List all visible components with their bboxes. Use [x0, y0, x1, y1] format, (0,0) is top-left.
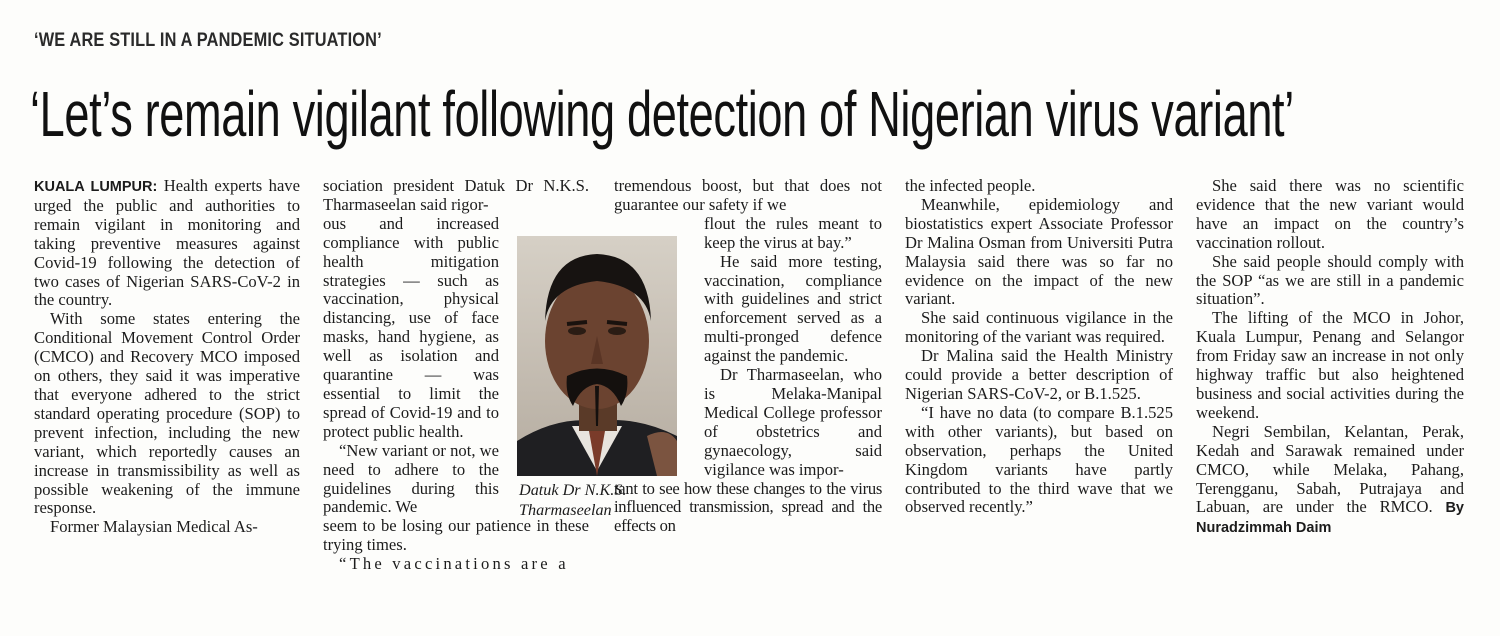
caption-line: Datuk Dr N.K.S. — [519, 481, 627, 499]
paragraph: “I have no data (to compare B.1.525 with other variants), but based on observation, perhaps the United Kingdom variants have partly contributed to the third wave that we observed recently.” — [905, 402, 1173, 517]
paragraph: The lifting of the MCO in Johor, Kuala Lumpur, Penang and Selangor from Friday saw an increase in not only highway traffic but also heightened business and social activities during the weekend. — [1196, 308, 1464, 422]
byline: By Nuradzimmah Daim — [1196, 500, 1464, 537]
paragraph: “The vaccinations are a — [339, 554, 569, 574]
paragraph: She said people should comply with the SOP “as we are still in a pandemic situation”. — [1196, 251, 1464, 309]
article-column-1 — [34, 177, 300, 537]
paragraph: Former Malaysian Medical As- — [50, 517, 258, 537]
article-column-3 — [614, 177, 882, 536]
paragraph: tant to see how these changes to the virus influenced transmission, spread and the effects on — [614, 478, 882, 536]
paragraph: Dr Tharmaseelan, who is Melaka-Manipal Medical College professor of obstetrics and gynaecology, said vigilance was impor- — [704, 365, 882, 479]
article-column-4 — [905, 177, 1173, 517]
paragraph: tremendous boost, but that does not guarantee our safety if we — [614, 176, 882, 214]
paragraph: He said more testing, vaccination, compliance with guidelines and strict enforcement served as a multi-pronged defence against the pandemic. — [704, 251, 882, 366]
paragraph: flout the rules meant to keep the virus at bay.” — [704, 213, 882, 252]
paragraph: Health experts have urged the public and authorities to remain vigilant in monitoring and taking preventive measures against Covid-19 following the detection of two cases of Nigerian SARS-CoV-2 in the country. — [34, 176, 300, 310]
dateline: KUALA LUMPUR: — [34, 179, 158, 195]
kicker: ‘WE ARE STILL IN A PANDEMIC SITUATION’ — [34, 30, 382, 51]
paragraph: She said continuous vigilance in the monitoring of the variant was required. — [905, 308, 1173, 347]
paragraph: With some states entering the Conditional Movement Control Order (CMCO) and Recovery MCO imposed on others, they said it was imperative that everyone adhered to the strict standard operating procedure (SOP) to prevent infection, including the new variant, which reportedly causes an increase in transmissibility as well as possible weakening of the immune response. — [34, 309, 300, 518]
paragraph: Meanwhile, epidemiology and biostatistics expert Associate Professor Dr Malina Osman from Universiti Putra Malaysia said there was so far no evidence on the impact of the new variant. — [905, 194, 1173, 309]
paragraph: sociation president Datuk Dr N.K.S. Tharmaseelan said rigor- — [323, 176, 589, 214]
headline: ‘Let’s remain vigilant following detection of Nigerian virus variant’ — [30, 78, 1294, 150]
paragraph: seem to be losing our patience in these trying times. — [323, 516, 589, 555]
article-column-5 — [1196, 177, 1464, 538]
paragraph: the infected people. — [905, 176, 1036, 195]
caption-line: Tharmaseelan — [519, 500, 612, 519]
paragraph: Dr Malina said the Health Ministry could provide a better description of Nigerian SARS-CoV-2, or B.1.525. — [905, 346, 1173, 403]
paragraph: Negri Sembilan, Kelantan, Perak, Kedah and Sarawak remained under CMCO, while Melaka, Pahang, Terengganu, Sabah, Putrajaya and Labuan, are under the RMCO. — [1196, 421, 1464, 517]
paragraph: She said there was no scientific evidence that the new variant would have an impact on the country’s vaccination rollout. — [1196, 176, 1464, 252]
paragraph: “New variant or not, we need to adhere to the guidelines during this pandemic. We — [323, 440, 499, 517]
paragraph: ous and increased compliance with public health mitigation strategies — such as vaccination, physical distancing, use of face masks, hand hygiene, as well as isolation and quarantine — was essential to limit the spread of Covid-19 and to protect public health. — [323, 213, 499, 441]
